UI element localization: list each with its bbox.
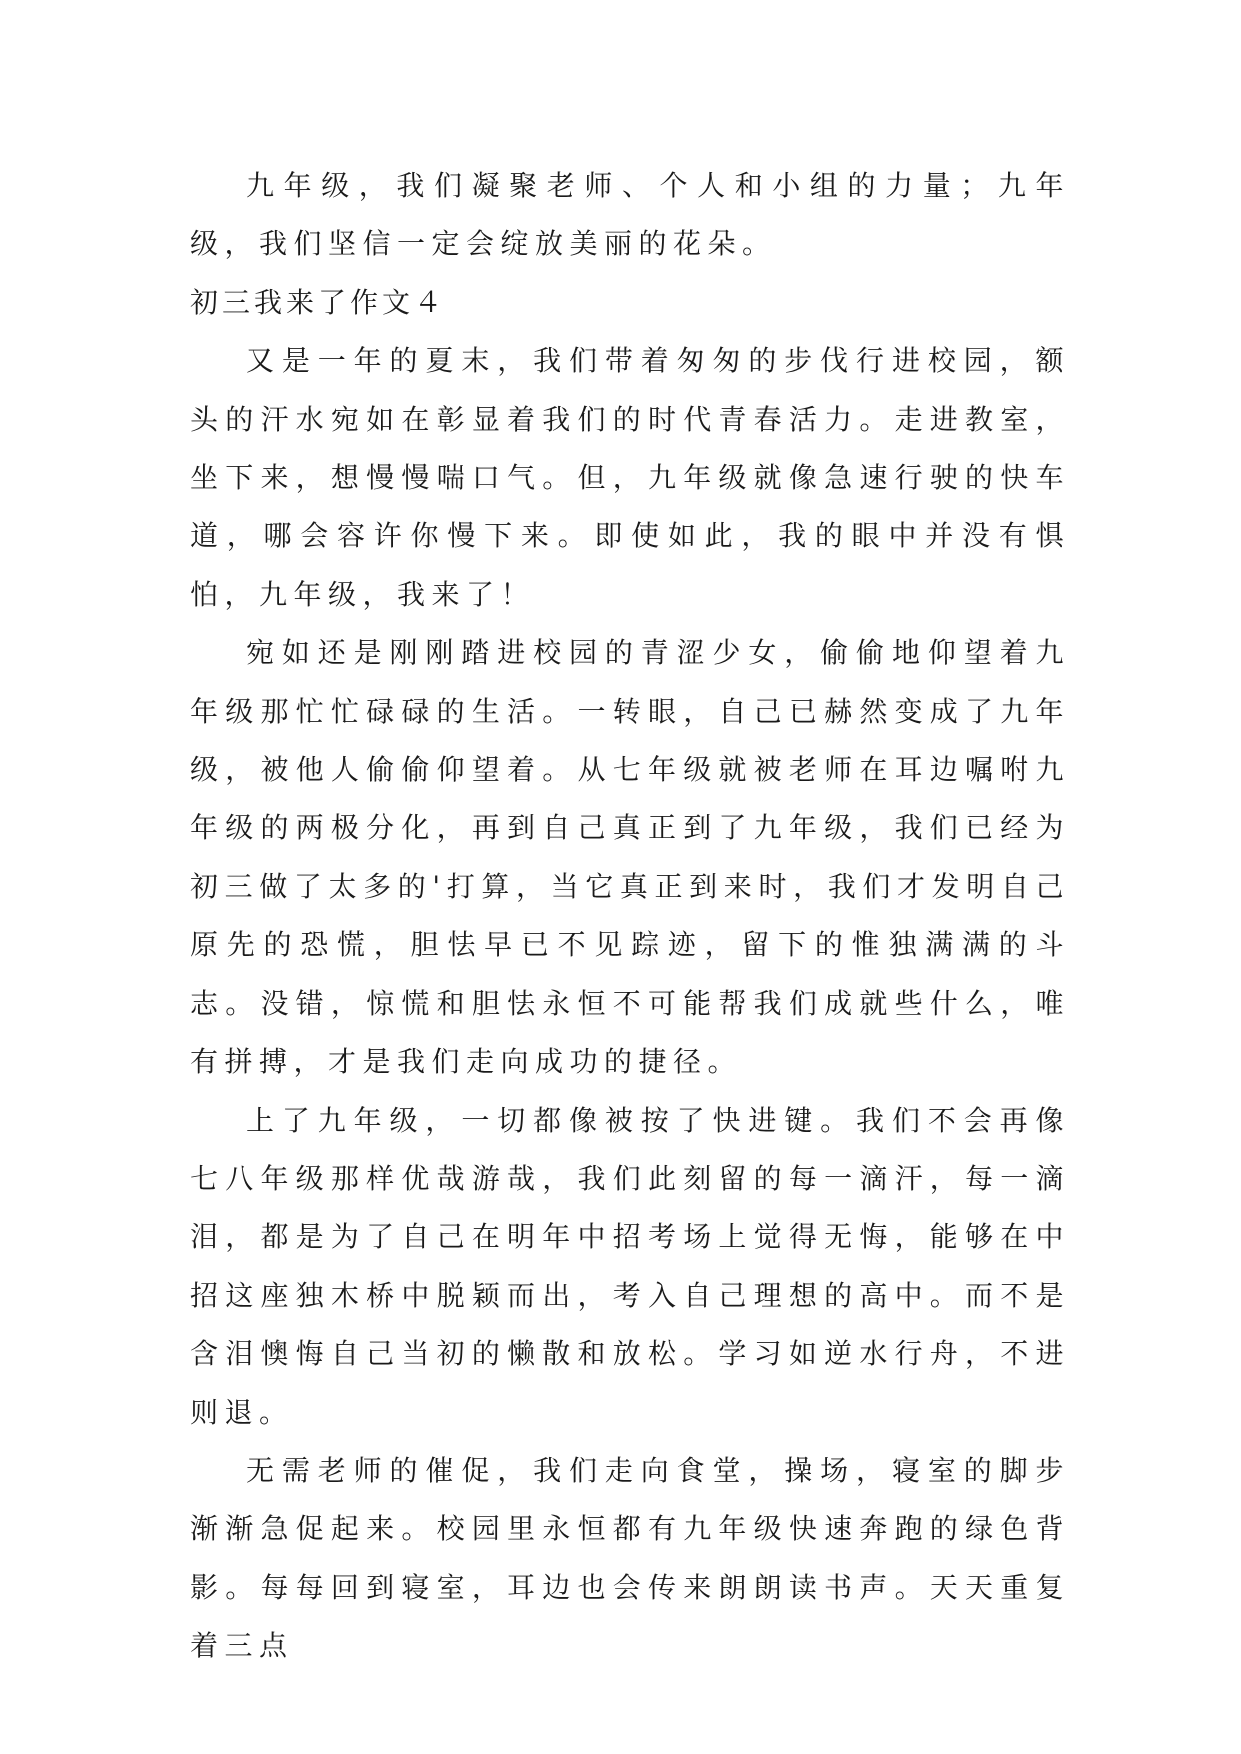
- body-paragraph: 宛如还是刚刚踏进校园的青涩少女，偷偷地仰望着九年级那忙忙碌碌的生活。一转眼，自己已赫然变成了九年级，被他人偷偷仰望着。从七年级就被老师在耳边嘱咐九年级的两极分化，再到自己真正到了九年级，我们已经为初三做了太多的'打算，当它真正到来时，我们才发明自己原先的恐慌，胆怯早已不见踪迹，留下的惟独满满的斗志。没错，惊慌和胆怯永恒不可能帮我们成就些什么，唯有拼搏，才是我们走向成功的捷径。: [190, 636, 1070, 1079]
- document-body: [190, 157, 1070, 1676]
- body-paragraph: 无需老师的催促，我们走向食堂，操场，寝室的脚步渐渐急促起来。校园里永恒都有九年级快速奔跑的绿色背影。每每回到寝室，耳边也会传来朗朗读书声。天天重复着三点: [190, 1453, 1070, 1663]
- body-paragraph: 又是一年的夏末，我们带着匆匆的步伐行进校园，额头的汗水宛如在彰显着我们的时代青春活力。走进教室，坐下来，想慢慢喘口气。但，九年级就像急速行驶的快车道，哪会容许你慢下来。即使如此，我的眼中并没有惧怕，九年级，我来了！: [190, 344, 1070, 611]
- intro-paragraph: 九年级，我们凝聚老师、个人和小组的力量；九年级，我们坚信一定会绽放美丽的花朵。: [190, 169, 1070, 261]
- essay-heading: 初三我来了作文４: [190, 285, 447, 319]
- body-paragraph: 上了九年级，一切都像被按了快进键。我们不会再像七八年级那样优哉游哉，我们此刻留的每一滴汗，每一滴泪，都是为了自己在明年中招考场上觉得无悔，能够在中招这座独木桥中脱颖而出，考入自己理想的高中。而不是含泪懊悔自己当初的懒散和放松。学习如逆水行舟，不进则退。: [190, 1103, 1070, 1429]
